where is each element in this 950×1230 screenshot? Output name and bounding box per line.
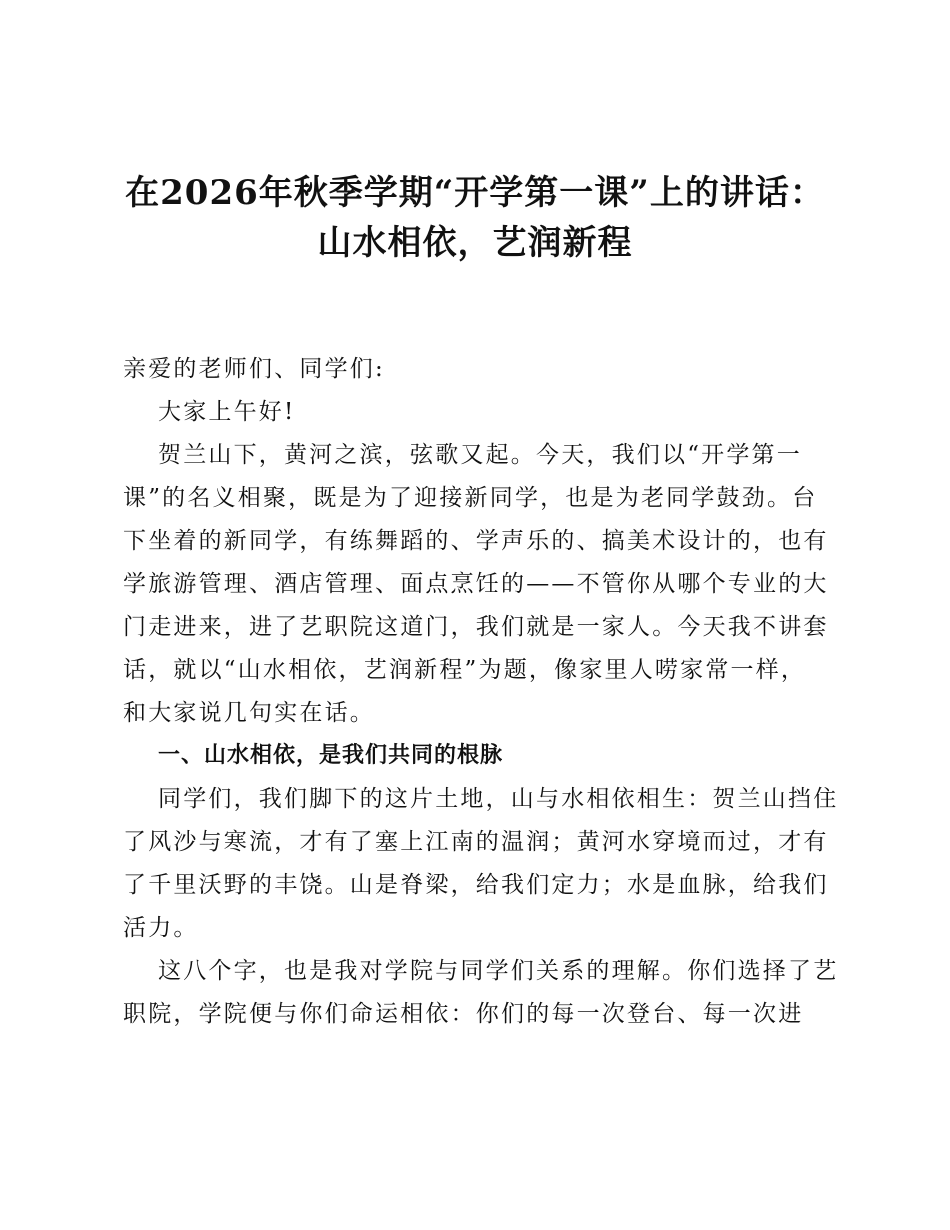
paragraph-1-line-1: 贺兰山下，黄河之滨，弦歌又起。今天，我们以“开学第一 [158, 442, 802, 468]
paragraph-1-line-4: 学旅游管理、酒店管理、面点烹饪的——不管你从哪个专业的大 [123, 571, 829, 597]
paragraph-1-line-6: 话，就以“山水相依，艺润新程”为题，像家里人唠家常一样， [123, 657, 807, 683]
paragraph-2-line-1: 同学们，我们脚下的这片土地，山与水相依相生：贺兰山挡住 [158, 786, 839, 812]
paragraph-2-line-2: 了风沙与寒流，才有了塞上江南的温润；黄河水穿境而过，才有 [123, 829, 829, 855]
document-title-line-2: 山水相依，艺润新程 [317, 223, 633, 263]
paragraph-1-line-5: 门走进来，进了艺职院这道门，我们就是一家人。今天我不讲套 [123, 614, 829, 640]
paragraph-1-line-7: 和大家说几句实在话。 [123, 700, 375, 726]
paragraph-3-line-2: 职院，学院便与你们命运相依：你们的每一次登台、每一次进 [123, 1001, 804, 1027]
greeting: 大家上午好! [158, 399, 296, 425]
paragraph-1-line-2: 课”的名义相聚，既是为了迎接新同学，也是为老同学鼓劲。台 [123, 485, 818, 511]
paragraph-2-line-4: 活力。 [123, 915, 199, 941]
salutation: 亲爱的老师们、同学们: [123, 356, 385, 382]
paragraph-2-line-3: 了千里沃野的丰饶。山是脊梁，给我们定力；水是血脉，给我们 [123, 872, 829, 898]
paragraph-3-line-1: 这八个字，也是我对学院与同学们关系的理解。你们选择了艺 [158, 958, 839, 984]
paragraph-1-line-3: 下坐着的新同学，有练舞蹈的、学声乐的、搞美术设计的，也有 [123, 528, 829, 554]
document-title-line-1: 在2026年秋季学期“开学第一课”上的讲话： [125, 173, 825, 213]
section-1-heading: 一、山水相依，是我们共同的根脉 [158, 743, 504, 768]
